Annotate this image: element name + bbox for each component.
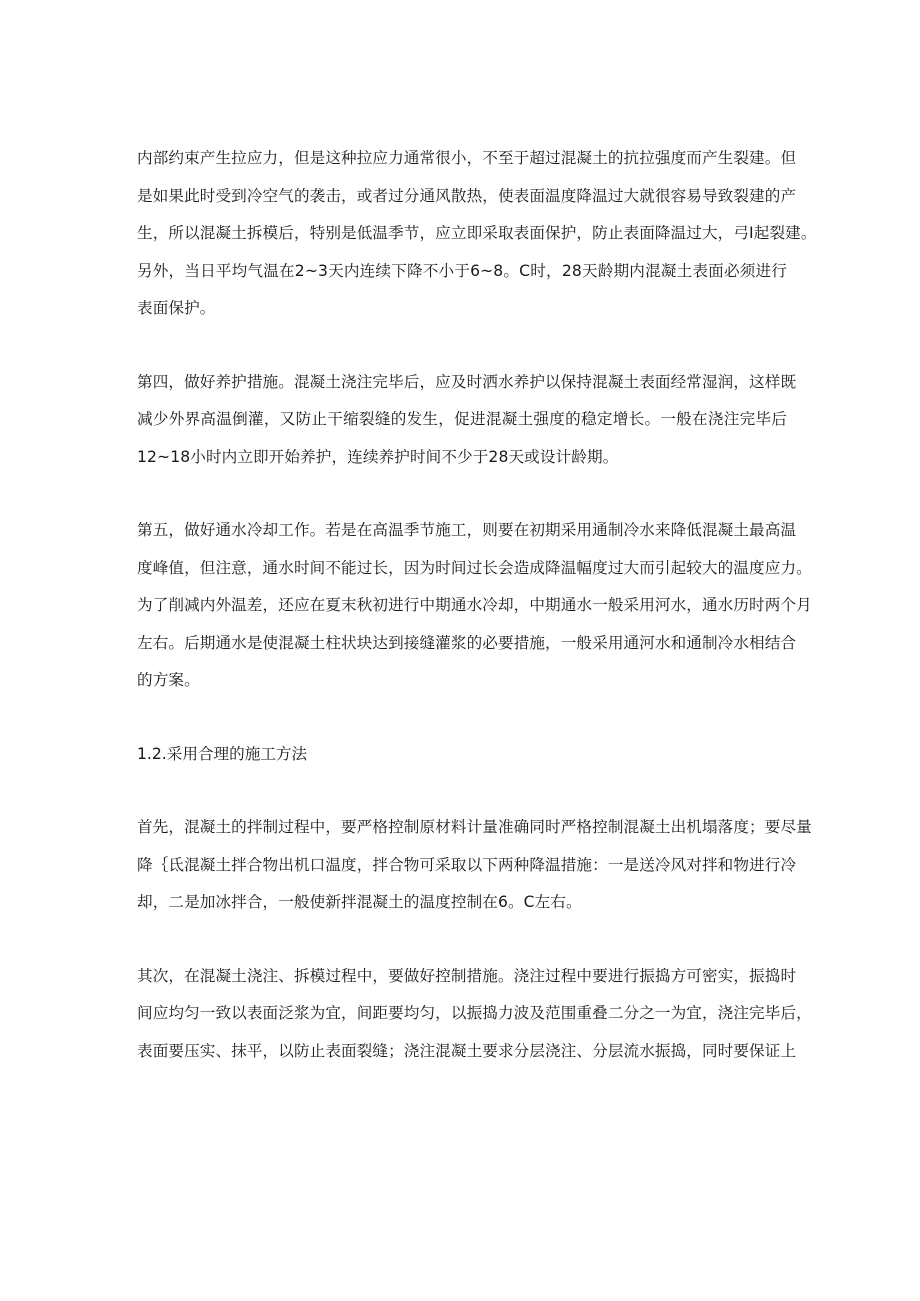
paragraph-spacer (137, 328, 787, 364)
paragraph-mixing-process (137, 809, 812, 922)
text-line: 左右。后期通水是使混凝土柱状块达到接缝灌浆的必要措施，一般采用通河水和通制冷水相结合 (137, 633, 797, 652)
paragraph-spacer (137, 922, 787, 958)
paragraph-spacer (137, 476, 787, 512)
paragraph-surface-protection (137, 140, 817, 328)
text-line: 表面要压实、抹平，以防止表面裂缝；浇注混凝土要求分层浇注、分层流水振捣，同时要保证上 (137, 1041, 797, 1060)
text-line: 生，所以混凝土拆模后，特别是低温季节，应立即采取表面保护，防止表面降温过大，弓I起裂建。 (137, 224, 817, 242)
paragraph-pouring-process (137, 958, 812, 1071)
text-line: 内部约束产生拉应力，但是这种拉应力通常很小，不至于超过混凝土的抗拉强度而产生裂建。但 (137, 149, 797, 167)
paragraph-spacer (137, 700, 787, 736)
text-line: 度峰值，但注意，通水时间不能过长，因为时间过长会造成降温幅度过大而引起较大的温度应力。 (137, 558, 812, 577)
text-line: 第五，做好通水冷却工作。若是在高温季节施工，则要在初期采用通制冷水来降低混凝土最高温 (137, 521, 797, 539)
paragraph-spacer (137, 773, 787, 809)
text-line: 第四，做好养护措施。混凝土浇注完毕后，应及时洒水养护以保持混凝土表面经常湿润，这样既 (137, 372, 797, 391)
text-line: 表面保护。 (137, 299, 216, 317)
text-line: 是如果此时受到冷空气的袭击，或者过分通风散热，使表面温度降温过大就很容易导致裂建的产 (137, 186, 797, 205)
text-line: 首先，混凝土的拌制过程中，要严格控制原材料计量准确同时严格控制混凝土出机塌落度；要尽量 (137, 818, 812, 836)
text-line: 减少外界高温倒灌，又防止干缩裂缝的发生，促进混凝土强度的稳定增长。一般在浇注完毕后 (137, 410, 787, 428)
section-heading: 1.2.采用合理的施工方法 (137, 744, 308, 763)
text-line: 另外，当日平均气温在2~3天内连续下降不小于6~8。C时，28天龄期内混凝土表面必须进行 (137, 261, 787, 280)
text-line: 降｛氐混凝土拌合物出机口温度，拌合物可采取以下两种降温措施：一是送冷风对拌和物进行冷 (137, 855, 797, 874)
text-line: 的方案。 (137, 671, 200, 689)
paragraph-curing-measures (137, 364, 797, 477)
text-line: 为了削减内外温差，还应在夏末秋初进行中期通水冷却，中期通水一般采用河水，通水历时两个月 (137, 596, 812, 614)
text-line: 12~18小时内立即开始养护，连续养护时间不少于28天或设计龄期。 (137, 447, 619, 466)
text-line: 却，二是加冰拌合，一般使新拌混凝土的温度控制在6。C左右。 (137, 893, 582, 911)
text-line: 间应均匀一致以表面泛浆为宜，间距要均匀，以振捣力波及范围重叠二分之一为宜，浇注完毕后， (137, 1004, 812, 1022)
document-body (137, 140, 817, 1070)
paragraph-water-cooling (137, 512, 812, 700)
text-line: 其次，在混凝土浇注、拆模过程中，要做好控制措施。浇注过程中要进行振捣方可密实，振捣时 (137, 966, 797, 985)
